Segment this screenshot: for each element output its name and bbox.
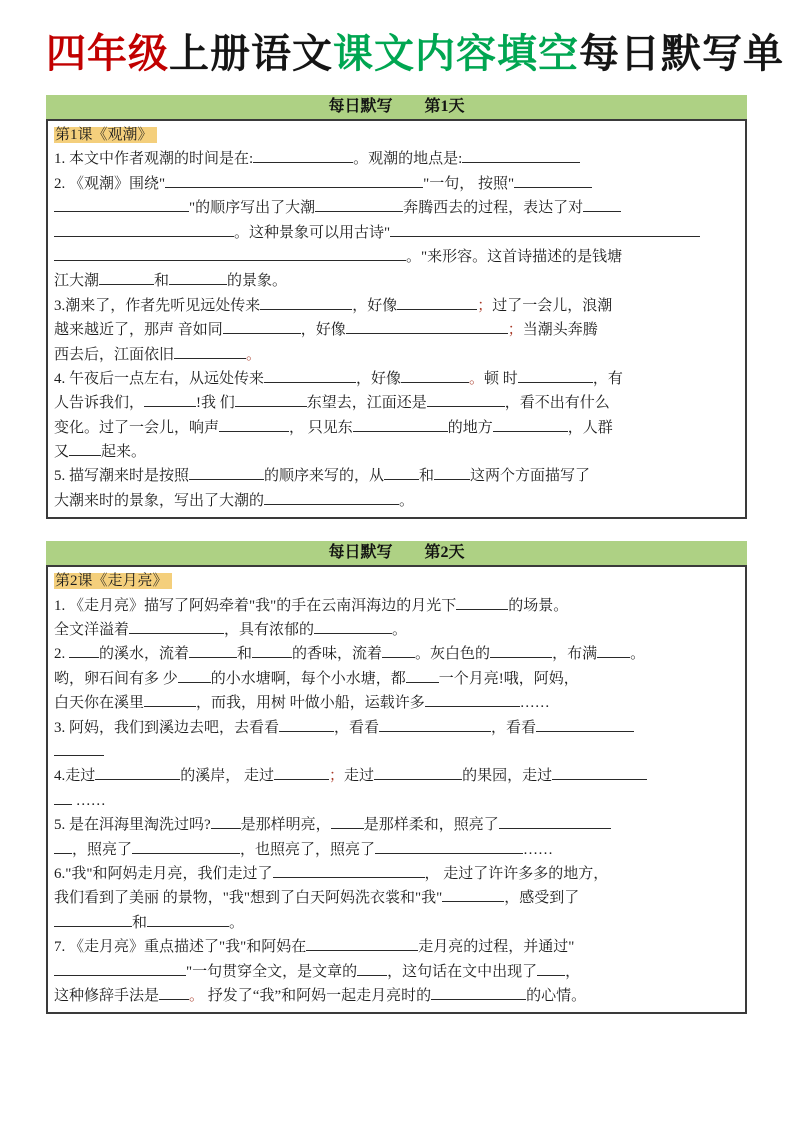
fill-blank (583, 197, 621, 212)
title-segment: 课文内容填空 (333, 32, 579, 76)
question-text: 4. 午夜后一点左右，从远处传来 (54, 370, 265, 387)
question-text: ，而我，用树 叶做小船，运载许多 (196, 695, 425, 712)
question-text: 5. 是在洱海里淘洗过吗? (54, 817, 211, 834)
question-text: "一句贯穿全文，是文章的 (186, 963, 358, 980)
fill-blank (219, 417, 289, 432)
page-title (46, 22, 784, 79)
question-text: 的溪岸， 走过 (180, 768, 275, 785)
fill-blank (597, 643, 630, 658)
fill-blank (54, 222, 234, 237)
question-text: 。 (229, 914, 245, 931)
fill-blank (518, 368, 593, 383)
fill-blank (132, 839, 240, 854)
fill-blank (54, 912, 132, 927)
fill-blank (427, 392, 505, 407)
fill-blank (69, 441, 101, 456)
question-text: …… (72, 792, 106, 809)
fill-blank (379, 717, 491, 732)
question-text: 又 (54, 444, 70, 461)
fill-blank (264, 490, 399, 505)
fill-blank (54, 839, 72, 854)
question-line (54, 343, 739, 367)
question-text: 。 (399, 492, 415, 509)
question-line (54, 294, 739, 318)
question-text: 1. 本文中作者观潮的时间是在: (54, 151, 254, 168)
fill-blank (189, 643, 237, 658)
question-text: 和 (237, 646, 253, 663)
question-text: 奔腾西去的过程，表达了对 (403, 200, 584, 217)
fill-blank (178, 668, 211, 683)
question-text: ，人群 (567, 419, 613, 436)
question-line (54, 221, 739, 245)
red-punctuation: ； (329, 768, 345, 785)
question-text: 当潮头奔腾 (522, 322, 598, 339)
question-text: 东望去，江面还是 (306, 395, 427, 412)
question-text: ， 走过了许许多多的地方， (424, 865, 609, 882)
fill-blank (144, 692, 196, 707)
fill-blank (211, 814, 241, 829)
fill-blank (189, 465, 264, 480)
day-banner: 每日默写 第2天 (46, 541, 747, 565)
question-line (54, 691, 739, 715)
fill-blank (401, 368, 469, 383)
question-text: 。这种景象可以用古诗" (234, 224, 391, 241)
fill-blank (514, 173, 592, 188)
question-line (54, 391, 739, 415)
fill-blank (54, 790, 72, 805)
fill-blank (306, 936, 418, 951)
fill-blank (95, 765, 180, 780)
question-text: 人告诉我们， (54, 395, 145, 412)
question-text: ，布满 (552, 646, 598, 663)
question-text: 和 (419, 468, 435, 485)
question-text: 。观潮的地点是: (353, 151, 463, 168)
question-text: ， (565, 963, 581, 980)
question-text: 过了一会儿，浪潮 (492, 297, 613, 314)
fill-blank (274, 765, 329, 780)
fill-blank (434, 465, 470, 480)
fill-blank (129, 619, 224, 634)
fill-blank (390, 222, 700, 237)
fill-blank (462, 148, 580, 163)
fill-blank (425, 692, 520, 707)
question-text: ，照亮了 (72, 841, 133, 858)
question-text: ，好像 (356, 370, 402, 387)
lesson-heading: 第1课《观潮》 (54, 127, 157, 143)
fill-blank (273, 863, 425, 878)
fill-blank (384, 465, 419, 480)
question-text: 6."我"和阿妈走月亮，我们走过了 (54, 865, 273, 882)
question-line (54, 172, 739, 196)
fill-blank (165, 173, 423, 188)
question-line (54, 764, 739, 788)
question-text: …… (523, 841, 554, 858)
question-text: 走过 (344, 768, 375, 785)
red-punctuation: ； (477, 297, 493, 314)
fill-blank (442, 887, 504, 902)
fill-blank (54, 741, 104, 756)
question-text: 的景象。 (227, 273, 288, 290)
fill-blank (174, 344, 246, 359)
title-segment: 上册语文 (169, 32, 333, 76)
question-line (54, 147, 739, 171)
fill-blank (279, 717, 334, 732)
question-text: 。"来形容。这首诗描述的是钱塘 (406, 248, 623, 265)
question-line (54, 935, 739, 959)
question-line (54, 416, 739, 440)
fill-blank (159, 985, 189, 1000)
question-line (54, 440, 739, 464)
question-text: 这两个方面描写了 (470, 468, 591, 485)
question-text: 和 (132, 914, 148, 931)
question-text: 这种修辞手法是 (54, 987, 160, 1004)
questions-box (46, 565, 747, 1014)
question-text: 2. 《观潮》围绕" (54, 175, 166, 192)
question-line (54, 642, 739, 666)
fill-blank (353, 417, 448, 432)
question-line (54, 789, 739, 813)
fill-blank (490, 643, 552, 658)
fill-blank (493, 417, 568, 432)
question-line (54, 740, 739, 764)
fill-blank (331, 814, 364, 829)
question-text: 5. 描写潮来时是按照 (54, 468, 190, 485)
question-text: 。 (392, 622, 408, 639)
question-line (54, 960, 739, 984)
fill-blank (260, 295, 352, 310)
question-text: 的心情。 (526, 987, 587, 1004)
question-text: 抒发了“我”和阿妈一起走月亮时的 (204, 987, 432, 1004)
title-segment: 四年级 (46, 32, 169, 76)
question-text: ，好像 (300, 322, 346, 339)
worksheet-sections (46, 95, 747, 1014)
fill-blank (397, 295, 477, 310)
question-line (54, 196, 739, 220)
red-punctuation: 。 (469, 370, 485, 387)
question-text: 我们看到了美丽 的景物，"我"想到了白天阿妈洗衣裳和"我" (54, 890, 443, 907)
fill-blank (252, 643, 292, 658)
question-line (54, 318, 739, 342)
question-text: 3. 阿妈，我们到溪边去吧，去看看 (54, 719, 280, 736)
question-text: ，好像 (352, 297, 398, 314)
question-line (54, 667, 739, 691)
question-text: 7. 《走月亮》重点描述了"我"和阿妈在 (54, 939, 307, 956)
question-text: "的顺序写出了大潮 (189, 200, 316, 217)
question-line (54, 813, 739, 837)
question-line (54, 245, 739, 269)
question-text: 江大潮 (54, 273, 100, 290)
fill-blank (346, 319, 508, 334)
question-text: …… (519, 695, 550, 712)
fill-blank (382, 643, 415, 658)
question-text: 1. 《走月亮》描写了阿妈牵着"我"的手在云南洱海边的月光下 (54, 597, 457, 614)
lesson-heading: 第2课《走月亮》 (54, 573, 172, 589)
question-line (54, 269, 739, 293)
question-text: 一个月亮!哦，阿妈， (438, 670, 579, 687)
fill-blank (357, 961, 387, 976)
question-text: 白天你在溪里 (54, 695, 145, 712)
question-text: 2. (54, 646, 69, 663)
question-text: 的香味，流着 (292, 646, 383, 663)
question-text: 的地方 (447, 419, 493, 436)
fill-blank (499, 814, 611, 829)
question-line (54, 911, 739, 935)
question-text: ， 只见东 (289, 419, 353, 436)
red-punctuation: 。 (246, 346, 262, 363)
question-text: 全文洋溢着 (54, 622, 130, 639)
question-text: ，看看 (491, 719, 537, 736)
question-text: 是那样明亮， (240, 817, 331, 834)
question-line (54, 594, 739, 618)
question-line (54, 489, 739, 513)
question-text: 变化。过了一会儿，响声 (54, 419, 220, 436)
question-text: ，具有浓郁的 (224, 622, 315, 639)
question-text: 是那样柔和，照亮了 (363, 817, 499, 834)
question-text: 3.潮来了，作者先听见远处传来 (54, 297, 261, 314)
question-text: 。 (630, 646, 646, 663)
day-banner: 每日默写 第1天 (46, 95, 747, 119)
fill-blank (406, 668, 439, 683)
red-punctuation: ； (507, 322, 523, 339)
question-text: 西去后，江面依旧 (54, 346, 175, 363)
question-text: "一句， 按照" (423, 175, 515, 192)
question-text: ，有 (592, 370, 623, 387)
question-text: 大潮来时的景象，写出了大潮的 (54, 492, 265, 509)
question-text: ，看看 (334, 719, 380, 736)
question-text: 和 (154, 273, 170, 290)
question-text: ，也照亮了，照亮了 (240, 841, 376, 858)
fill-blank (54, 246, 406, 261)
fill-blank (169, 270, 227, 285)
question-line (54, 984, 739, 1008)
question-text: ，看不出有什么 (504, 395, 610, 412)
fill-blank (552, 765, 647, 780)
fill-blank (54, 961, 186, 976)
question-text: 的顺序来写的，从 (264, 468, 385, 485)
fill-blank (69, 643, 99, 658)
fill-blank (147, 912, 229, 927)
question-text: 的果园，走过 (462, 768, 553, 785)
question-line (54, 886, 739, 910)
fill-blank (235, 392, 307, 407)
fill-blank (314, 619, 392, 634)
fill-blank (456, 595, 508, 610)
question-line (54, 716, 739, 740)
question-text: 。灰白色的 (415, 646, 491, 663)
red-punctuation: 。 (189, 987, 205, 1004)
question-text: 哟，卵石间有多 少 (54, 670, 178, 687)
question-line (54, 838, 739, 862)
question-text: 的小水塘啊，每个小水塘，都 (210, 670, 406, 687)
question-line (54, 862, 739, 886)
question-text: 顿 时 (484, 370, 518, 387)
question-line (54, 464, 739, 488)
question-text: ，这句话在文中出现了 (387, 963, 538, 980)
question-text: 越来越近了，那声 音如同 (54, 322, 223, 339)
fill-blank (223, 319, 301, 334)
fill-blank (54, 197, 189, 212)
fill-blank (374, 765, 462, 780)
question-text: 走月亮的过程，并通过" (418, 939, 575, 956)
question-text: !我 们 (196, 395, 235, 412)
fill-blank (536, 717, 634, 732)
title-segment: 每日默写单 (579, 32, 784, 76)
fill-blank (537, 961, 565, 976)
fill-blank (144, 392, 196, 407)
fill-blank (315, 197, 403, 212)
fill-blank (99, 270, 154, 285)
fill-blank (253, 148, 353, 163)
fill-blank (375, 839, 523, 854)
question-line (54, 618, 739, 642)
question-line (54, 367, 739, 391)
question-text: 4.走过 (54, 768, 96, 785)
questions-box (46, 119, 747, 519)
question-text: ，感受到了 (504, 890, 580, 907)
fill-blank (431, 985, 526, 1000)
question-text: 的溪水，流着 (99, 646, 190, 663)
fill-blank (264, 368, 356, 383)
question-text: 的场景。 (508, 597, 569, 614)
question-text: 起来。 (101, 444, 147, 461)
